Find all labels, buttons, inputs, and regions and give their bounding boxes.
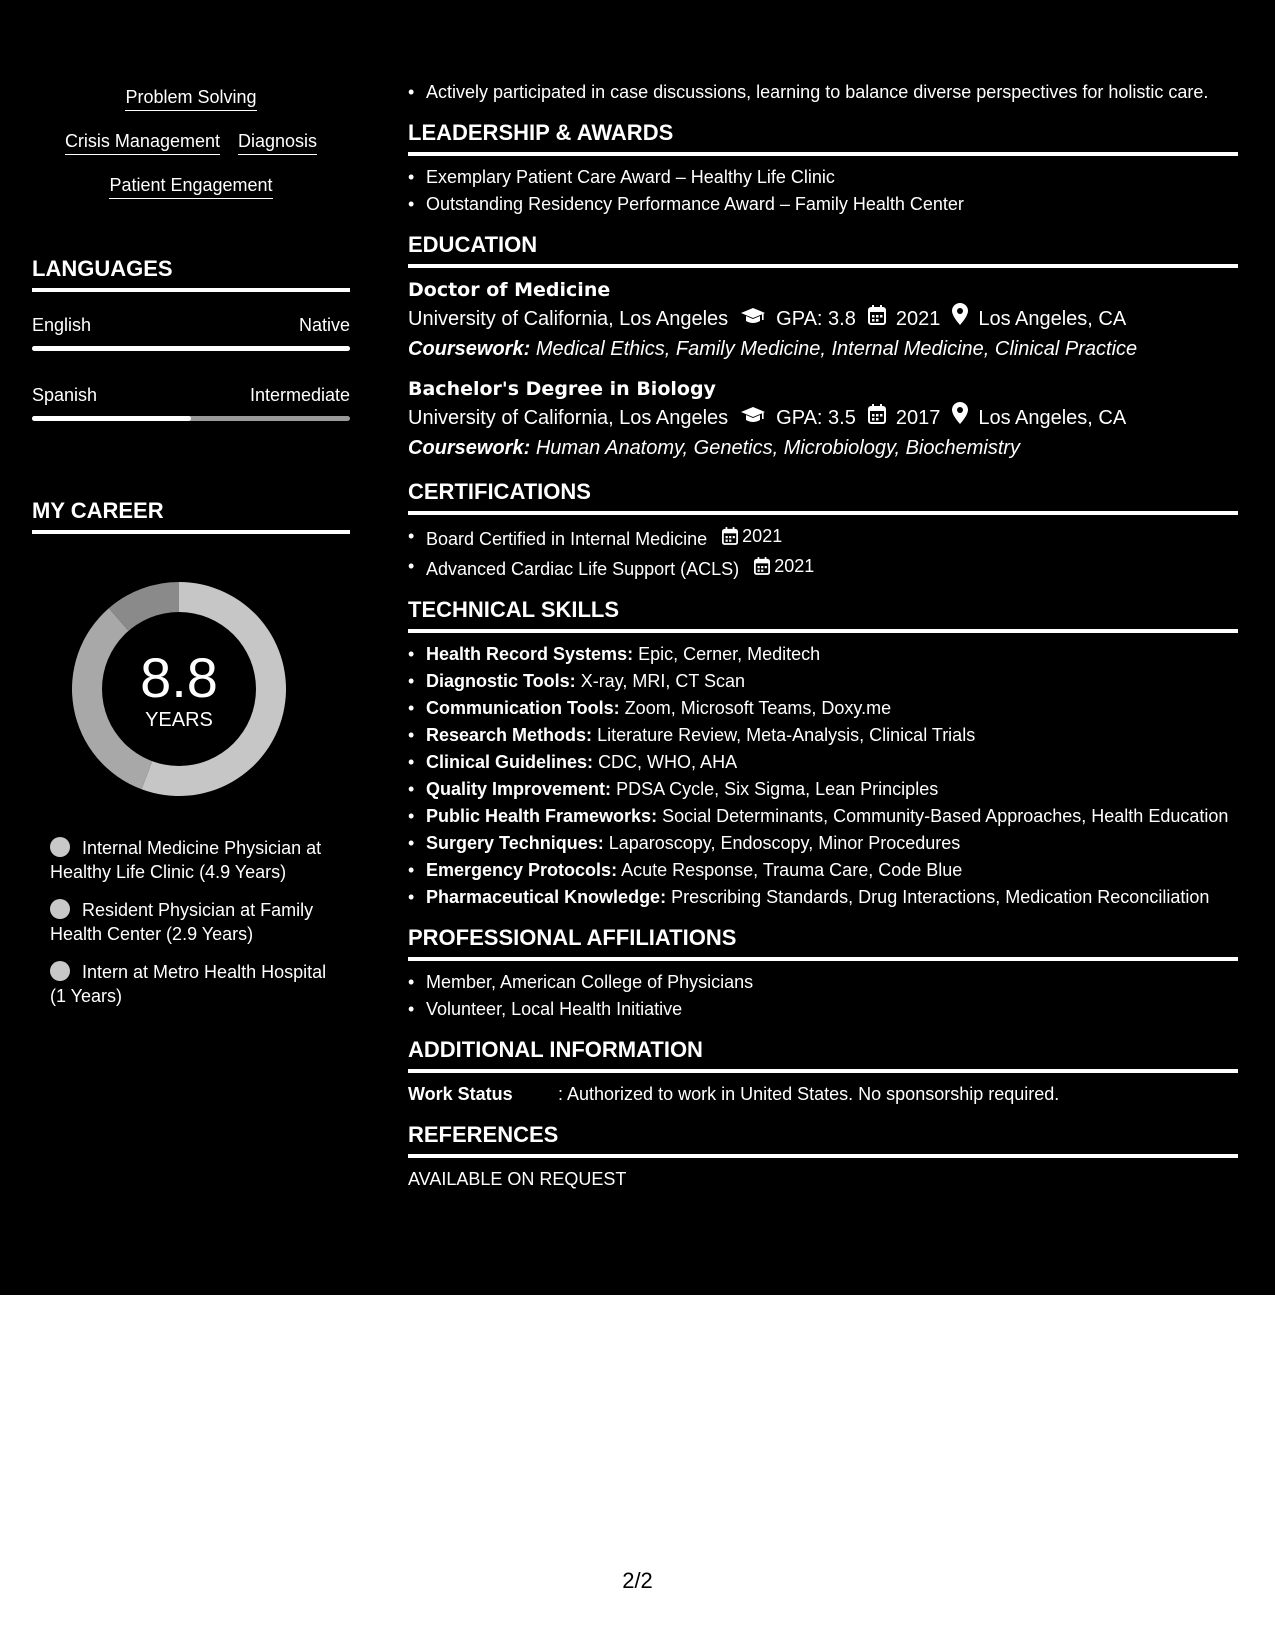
- skill-category: Diagnostic Tools:: [426, 671, 576, 691]
- career-legend-label: Internal Medicine Physician at Healthy Life Clinic (4.9 Years): [50, 838, 322, 882]
- coursework-list: Medical Ethics, Family Medicine, Internal Medicine, Clinical Practice: [535, 338, 1138, 360]
- language-level-fill: [32, 346, 350, 351]
- leadership-list: [408, 165, 1238, 216]
- experience-continued: [408, 80, 1238, 104]
- coursework-label: Coursework:: [408, 338, 531, 360]
- legend-dot: [50, 837, 70, 857]
- graduation-cap-icon: [740, 304, 766, 334]
- technical-skills-heading: TECHNICAL SKILLS: [408, 597, 1238, 633]
- education-entry: [408, 376, 1238, 463]
- skill-category: Emergency Protocols:: [426, 860, 618, 880]
- coursework-list: Human Anatomy, Genetics, Microbiology, Biochemistry: [535, 437, 1021, 459]
- work-status-row: [408, 1082, 1238, 1106]
- affiliation-item: • Member, American College of Physicians: [408, 970, 1238, 994]
- technical-skill-item: [408, 858, 1238, 882]
- education-entry: [408, 277, 1238, 364]
- skill-category: Communication Tools:: [426, 698, 620, 718]
- education-heading: EDUCATION: [408, 232, 1238, 268]
- career-total-unit: YEARS: [145, 709, 213, 731]
- skill-values: PDSA Cycle, Six Sigma, Lean Principles: [616, 779, 939, 799]
- language-level: Native: [298, 315, 350, 335]
- school-name: University of California, Los Angeles: [408, 406, 729, 429]
- technical-skill-item: [408, 642, 1238, 666]
- skill-values: Prescribing Standards, Drug Interactions, Medication Reconciliation: [671, 887, 1210, 907]
- leadership-heading: LEADERSHIP & AWARDS: [408, 120, 1238, 156]
- education-details: [408, 402, 1238, 433]
- legend-dot: [50, 961, 70, 981]
- certifications-list: [408, 524, 1238, 581]
- language-english: [32, 314, 350, 351]
- languages-heading: LANGUAGES: [32, 256, 350, 292]
- calendar-icon: [722, 527, 738, 545]
- affiliation-item: • Volunteer, Local Health Initiative: [408, 997, 1238, 1021]
- technical-skill-item: [408, 696, 1238, 720]
- career-total: 8.8: [140, 646, 218, 709]
- graduation-cap-icon: [740, 403, 766, 433]
- school-location: Los Angeles, CA: [978, 406, 1127, 429]
- skill-values: Acute Response, Trauma Care, Code Blue: [621, 860, 963, 880]
- coursework: [408, 334, 1238, 364]
- career-donut-chart: [64, 574, 294, 804]
- career-legend-item: [50, 960, 340, 1008]
- technical-skill-item: [408, 885, 1238, 909]
- graduation-year: 2021: [895, 307, 941, 330]
- skill-values: Laparoscopy, Endoscopy, Minor Procedures: [608, 833, 961, 853]
- language-level-bar: [32, 416, 350, 421]
- language-name: English: [32, 315, 92, 335]
- location-pin-icon: [952, 402, 968, 433]
- language-name: Spanish: [32, 385, 98, 405]
- skill-values: Social Determinants, Community-Based Approaches, Health Education: [662, 806, 1229, 826]
- skill-chip: Patient Engagement: [109, 174, 272, 199]
- technical-skill-item: [408, 750, 1238, 774]
- affiliations-heading: PROFESSIONAL AFFILIATIONS: [408, 925, 1238, 961]
- skill-category: Surgery Techniques:: [426, 833, 604, 853]
- skill-chip: Diagnosis: [238, 130, 317, 155]
- gpa: GPA: 3.5: [776, 406, 856, 429]
- award-item: • Exemplary Patient Care Award – Healthy Life Clinic: [408, 165, 1238, 189]
- language-level-bar: [32, 346, 350, 351]
- calendar-icon: [868, 403, 886, 433]
- additional-info-heading: ADDITIONAL INFORMATION: [408, 1037, 1238, 1073]
- degree-title: Doctor of Medicine: [408, 279, 611, 301]
- skill-category: Public Health Frameworks:: [426, 806, 658, 826]
- affiliations-list: [408, 970, 1238, 1021]
- skill-category: Research Methods:: [426, 725, 593, 745]
- skill-values: Literature Review, Meta-Analysis, Clinical Trials: [597, 725, 976, 745]
- career-heading: MY CAREER: [32, 498, 350, 534]
- career-legend-item: [50, 898, 340, 946]
- calendar-icon: [868, 304, 886, 334]
- career-legend-label: Intern at Metro Health Hospital (1 Years): [50, 962, 327, 1006]
- certification-year: 2021: [774, 556, 815, 576]
- certification-item: [408, 524, 1238, 551]
- skills-list: [32, 86, 350, 218]
- career-legend: [50, 836, 340, 1022]
- school-name: University of California, Los Angeles: [408, 307, 729, 330]
- certification-year: 2021: [742, 526, 783, 546]
- language-spanish: [32, 384, 350, 421]
- school-location: Los Angeles, CA: [978, 307, 1127, 330]
- sidebar: [0, 0, 382, 1295]
- certifications-heading: CERTIFICATIONS: [408, 479, 1238, 515]
- technical-skill-item: [408, 723, 1238, 747]
- certification-name: Board Certified in Internal Medicine: [426, 529, 708, 549]
- technical-skills-list: [408, 642, 1238, 909]
- skill-category: Pharmaceutical Knowledge:: [426, 887, 667, 907]
- skill-chip: Crisis Management: [65, 130, 220, 155]
- legend-dot: [50, 899, 70, 919]
- coursework: [408, 433, 1238, 463]
- language-level: Intermediate: [249, 385, 350, 405]
- skill-values: Zoom, Microsoft Teams, Doxy.me: [624, 698, 892, 718]
- skill-values: CDC, WHO, AHA: [598, 752, 738, 772]
- education-details: [408, 303, 1238, 334]
- technical-skill-item: [408, 669, 1238, 693]
- calendar-icon: [754, 557, 770, 575]
- work-status-value: : Authorized to work in United States. No sponsorship required.: [558, 1084, 1060, 1104]
- gpa: GPA: 3.8: [776, 307, 856, 330]
- language-level-fill: [32, 416, 191, 421]
- certification-name: Advanced Cardiac Life Support (ACLS): [426, 559, 740, 579]
- technical-skill-item: [408, 777, 1238, 801]
- career-legend-label: Resident Physician at Family Health Center (2.9 Years): [50, 900, 314, 944]
- references-heading: REFERENCES: [408, 1122, 1238, 1158]
- skill-chip: Problem Solving: [125, 86, 256, 111]
- skill-category: Clinical Guidelines:: [426, 752, 594, 772]
- certification-item: [408, 554, 1238, 581]
- location-pin-icon: [952, 303, 968, 334]
- experience-bullet: • Actively participated in case discussions, learning to balance diverse perspectives for holistic care.: [408, 80, 1238, 104]
- main-column: [408, 0, 1238, 1191]
- references-text: AVAILABLE ON REQUEST: [408, 1169, 627, 1189]
- coursework-label: Coursework:: [408, 437, 531, 459]
- technical-skill-item: [408, 804, 1238, 828]
- degree-title: Bachelor's Degree in Biology: [408, 378, 716, 400]
- award-item: • Outstanding Residency Performance Award – Family Health Center: [408, 192, 1238, 216]
- career-legend-item: [50, 836, 340, 884]
- skill-values: X-ray, MRI, CT Scan: [580, 671, 746, 691]
- technical-skill-item: [408, 831, 1238, 855]
- skill-category: Health Record Systems:: [426, 644, 634, 664]
- work-status-label: Work Status: [408, 1084, 513, 1104]
- page-number: 2/2: [622, 1568, 653, 1593]
- graduation-year: 2017: [895, 406, 941, 429]
- skill-values: Epic, Cerner, Meditech: [638, 644, 821, 664]
- skill-category: Quality Improvement:: [426, 779, 612, 799]
